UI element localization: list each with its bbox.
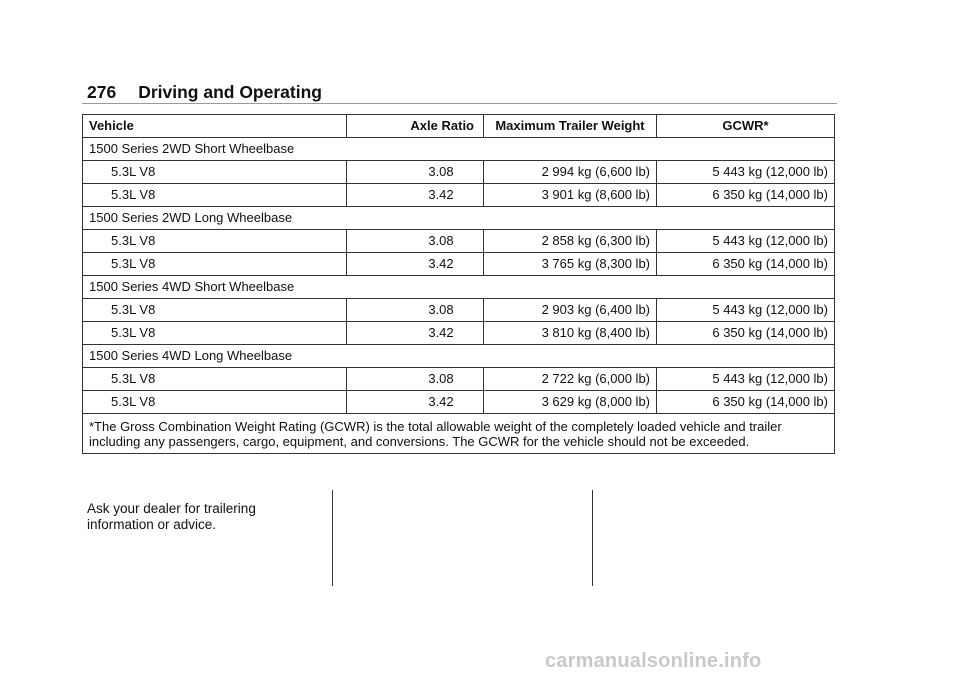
max-trailer-weight-cell: 2 903 kg (6,400 lb): [484, 299, 657, 322]
table-row: [83, 299, 835, 322]
group-title: 1500 Series 2WD Short Wheelbase: [83, 138, 835, 161]
axle-ratio-cell: 3.42: [347, 322, 484, 345]
gcwr-cell: 5 443 kg (12,000 lb): [657, 161, 835, 184]
axle-ratio-cell: 3.08: [347, 161, 484, 184]
table-row: [83, 230, 835, 253]
engine-cell: 5.3L V8: [83, 161, 347, 184]
gcwr-cell: 6 350 kg (14,000 lb): [657, 184, 835, 207]
gcwr-cell: 5 443 kg (12,000 lb): [657, 368, 835, 391]
table-row: [83, 184, 835, 207]
watermark: carmanualsonline.info: [545, 650, 762, 672]
trailer-weight-table: [82, 114, 835, 454]
axle-ratio-cell: 3.08: [347, 368, 484, 391]
engine-cell: 5.3L V8: [83, 391, 347, 414]
engine-cell: 5.3L V8: [83, 184, 347, 207]
gcwr-cell: 5 443 kg (12,000 lb): [657, 230, 835, 253]
section-title: Driving and Operating: [138, 82, 322, 102]
max-trailer-weight-cell: 3 765 kg (8,300 lb): [484, 253, 657, 276]
max-trailer-weight-cell: 3 901 kg (8,600 lb): [484, 184, 657, 207]
gcwr-cell: 6 350 kg (14,000 lb): [657, 391, 835, 414]
group-title: 1500 Series 2WD Long Wheelbase: [83, 207, 835, 230]
group-row: [83, 345, 835, 368]
group-title: 1500 Series 4WD Short Wheelbase: [83, 276, 835, 299]
max-trailer-weight-cell: 2 858 kg (6,300 lb): [484, 230, 657, 253]
engine-cell: 5.3L V8: [83, 322, 347, 345]
table-row: [83, 368, 835, 391]
max-trailer-weight-cell: 2 994 kg (6,600 lb): [484, 161, 657, 184]
gcwr-cell: 5 443 kg (12,000 lb): [657, 299, 835, 322]
gcwr-footnote: *The Gross Combination Weight Rating (GCWR) is the total allowable weight of the completely loaded vehicle and trailer including any passengers, cargo, equipment, and conversions. The GCWR for the vehicle should not be exceeded.: [83, 414, 835, 454]
gcwr-cell: 6 350 kg (14,000 lb): [657, 322, 835, 345]
table-row: [83, 322, 835, 345]
header-rule: [82, 103, 837, 104]
table-row: [83, 391, 835, 414]
engine-cell: 5.3L V8: [83, 253, 347, 276]
axle-ratio-cell: 3.42: [347, 391, 484, 414]
axle-ratio-cell: 3.08: [347, 230, 484, 253]
group-row: [83, 207, 835, 230]
axle-ratio-cell: 3.42: [347, 253, 484, 276]
axle-ratio-cell: 3.42: [347, 184, 484, 207]
column-header-vehicle: Vehicle: [83, 115, 347, 138]
table-header-row: [83, 115, 835, 138]
max-trailer-weight-cell: 2 722 kg (6,000 lb): [484, 368, 657, 391]
column-divider: [592, 490, 593, 586]
max-trailer-weight-cell: 3 810 kg (8,400 lb): [484, 322, 657, 345]
column-header-gcwr: GCWR*: [657, 115, 835, 138]
engine-cell: 5.3L V8: [83, 230, 347, 253]
gcwr-cell: 6 350 kg (14,000 lb): [657, 253, 835, 276]
max-trailer-weight-cell: 3 629 kg (8,000 lb): [484, 391, 657, 414]
engine-cell: 5.3L V8: [83, 299, 347, 322]
page-number: 276: [87, 82, 117, 102]
group-row: [83, 138, 835, 161]
column-header-axle-ratio: Axle Ratio: [347, 115, 484, 138]
engine-cell: 5.3L V8: [83, 368, 347, 391]
table-row: [83, 161, 835, 184]
group-title: 1500 Series 4WD Long Wheelbase: [83, 345, 835, 368]
page-header: [87, 82, 322, 103]
trailering-advice-text: Ask your dealer for trailering information or advice.: [87, 501, 256, 532]
axle-ratio-cell: 3.08: [347, 299, 484, 322]
footnote-row: [83, 414, 835, 454]
table-row: [83, 253, 835, 276]
column-divider: [332, 490, 333, 586]
column-header-max-trailer-weight: Maximum Trailer Weight: [484, 115, 657, 138]
group-row: [83, 276, 835, 299]
